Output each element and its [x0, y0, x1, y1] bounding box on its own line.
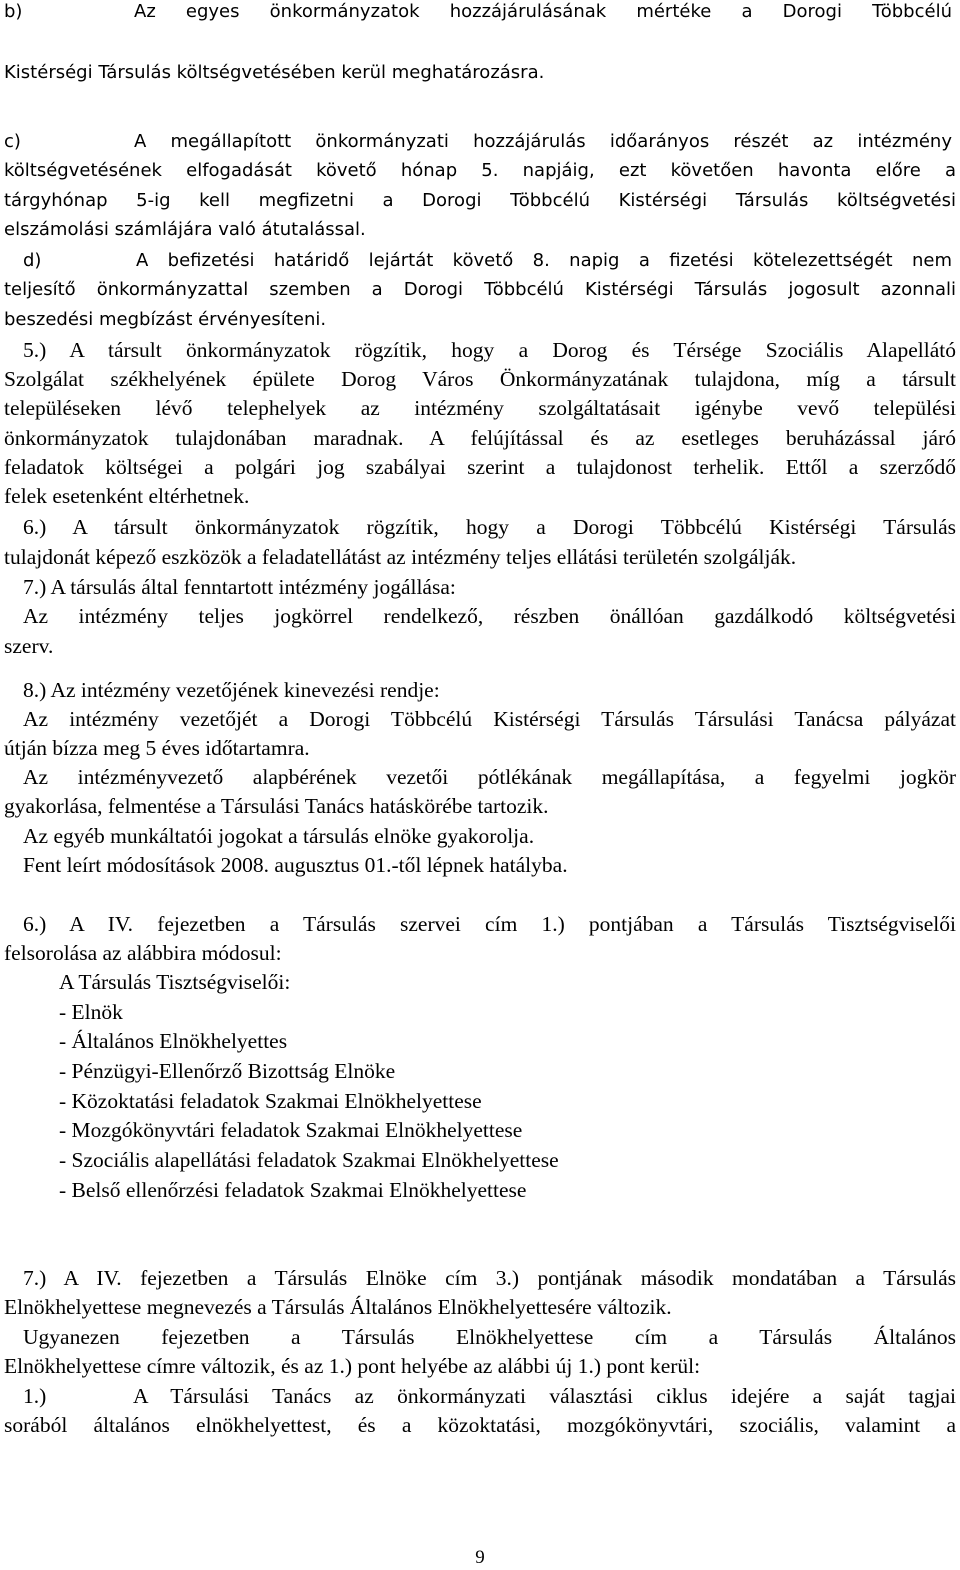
- section-6-line-1: 6.) A társult önkormányzatok rögzítik, hogy a Dorogi Többcélú Kistérségi Társulás: [23, 515, 956, 539]
- section-8-heading: 8.) Az intézmény vezetőjének kinevezési rendje:: [23, 678, 440, 702]
- officer-list-item: - Belső ellenőrzési feladatok Szakmai Elnökhelyettese: [59, 1178, 527, 1202]
- amendment-7-line-3: Ugyanezen fejezetben a Társulás Elnökhelyettese cím a Társulás Általános: [23, 1325, 956, 1349]
- amendment-6-line-2: felsorolása az alábbira módosul:: [4, 941, 282, 965]
- paragraph-d-text: A befizetési határidő lejártát követő 8. napig a fizetési kötelezettségét nem: [136, 250, 952, 271]
- point-1-text: A Társulási Tanács az önkormányzati választási ciklus idejére a saját tagjai: [133, 1384, 956, 1408]
- paragraph-c-line-1: [4, 128, 956, 156]
- officer-list-item: - Közoktatási feladatok Szakmai Elnökhelyettese: [59, 1089, 482, 1113]
- amendment-7-line-2: Elnökhelyettese megnevezés a Társulás Általános Elnökhelyettesére változik.: [4, 1295, 672, 1319]
- section-5-line-4: önkormányzatok tulajdonában maradnak. A felújítással és az esetleges beruházással járó: [4, 426, 956, 450]
- section-5-line-1: 5.) A társult önkormányzatok rögzítik, hogy a Dorog és Térsége Szociális Alapellátó: [23, 338, 956, 362]
- officer-list-item: - Elnök: [59, 1000, 123, 1024]
- section-5-line-2: Szolgálat székhelyének épülete Dorog Város Önkormányzatának tulajdona, míg a társult: [4, 367, 956, 391]
- point-1-label: 1.): [23, 1384, 47, 1408]
- amendment-7-point-1-line-2: sorából általános elnökhelyettest, és a közoktatási, mozgókönyvtári, szociális, valamint a: [4, 1413, 956, 1437]
- paragraph-c-line-3: tárgyhónap 5-ig kell megfizetni a Dorogi Többcélú Kistérségi Társulás költségvetési: [4, 190, 956, 211]
- amendment-7-point-1-line-1: [23, 1382, 956, 1410]
- paragraph-b-line-2: Kistérségi Társulás költségvetésében kerül meghatározásra.: [4, 62, 545, 83]
- paragraph-b-line-1: [4, 0, 956, 26]
- paragraph-d-line-2: teljesítő önkormányzattal szemben a Dorogi Többcélú Kistérségi Társulás jogosult azonnali: [4, 279, 956, 300]
- section-8-line-5: Az egyéb munkáltatói jogokat a társulás elnöke gyakorolja.: [23, 824, 535, 848]
- section-7-line-1: Az intézmény teljes jogkörrel rendelkező, részben önállóan gazdálkodó költségvetési: [23, 604, 956, 628]
- section-8-line-2: útján bízza meg 5 éves időtartamra.: [4, 736, 310, 760]
- paragraph-b-text: Az egyes önkormányzatok hozzájárulásának mértéke a Dorogi Többcélú: [134, 1, 952, 22]
- officer-list-item: - Általános Elnökhelyettes: [59, 1029, 288, 1053]
- section-7-heading: 7.) A társulás által fenntartott intézmény jogállása:: [23, 575, 456, 599]
- section-8-line-3: Az intézményvezető alapbérének vezetői pótlékának megállapítása, a fegyelmi jogkör: [23, 765, 956, 789]
- paragraph-b-label: b): [4, 1, 23, 22]
- section-8-line-4: gyakorlása, felmentése a Társulási Tanács hatáskörébe tartozik.: [4, 794, 549, 818]
- paragraph-d-label: d): [23, 250, 42, 271]
- paragraph-d-line-1: [23, 247, 956, 275]
- amendment-7-line-4: Elnökhelyettese címre változik, és az 1.) pont helyébe az alábbi új 1.) pont kerül:: [4, 1354, 701, 1378]
- amendment-6-line-1: 6.) A IV. fejezetben a Társulás szervei cím 1.) pontjában a Társulás Tisztségviselői: [23, 912, 956, 936]
- paragraph-c-label: c): [4, 131, 21, 152]
- section-8-effective-date: Fent leírt módosítások 2008. augusztus 01.-től lépnek hatályba.: [23, 853, 568, 877]
- amendment-7-line-1: 7.) A IV. fejezetben a Társulás Elnöke cím 3.) pontjának második mondatában a Társulás: [23, 1266, 956, 1290]
- officer-list-item: - Pénzügyi-Ellenőrző Bizottság Elnöke: [59, 1059, 396, 1083]
- section-8-line-1: Az intézmény vezetőjét a Dorogi Többcélú Kistérségi Társulás Társulási Tanácsa pályázat: [23, 707, 956, 731]
- section-5-line-3: településeken lévő telephelyek az intézmény szolgáltatásait igénybe vevő települési: [4, 396, 956, 420]
- officer-list-item: - Mozgókönyvtári feladatok Szakmai Elnökhelyettese: [59, 1118, 523, 1142]
- section-6-line-2: tulajdonát képező eszközök a feladatellátást az intézmény teljes ellátási területén szolgálják.: [4, 545, 797, 569]
- section-5-line-5: feladatok költségei a polgári jog szabályai szerint a tulajdonost terhelik. Ettől a szerződő: [4, 455, 956, 479]
- paragraph-c-line-4: elszámolási számlájára való átutalással.: [4, 219, 366, 240]
- section-5-line-6: felek esetenként eltérhetnek.: [4, 484, 250, 508]
- page-number: 9: [475, 1547, 485, 1568]
- section-7-line-2: szerv.: [4, 634, 54, 658]
- officers-heading: A Társulás Tisztségviselői:: [59, 970, 291, 994]
- paragraph-c-line-2: költségvetésének elfogadását követő hónap 5. napjáig, ezt követően havonta előre a: [4, 160, 956, 181]
- paragraph-d-line-3: beszedési megbízást érvényesíteni.: [4, 309, 327, 330]
- officer-list-item: - Szociális alapellátási feladatok Szakmai Elnökhelyettese: [59, 1148, 559, 1172]
- paragraph-c-text: A megállapított önkormányzati hozzájárulás időarányos részét az intézmény: [134, 131, 952, 152]
